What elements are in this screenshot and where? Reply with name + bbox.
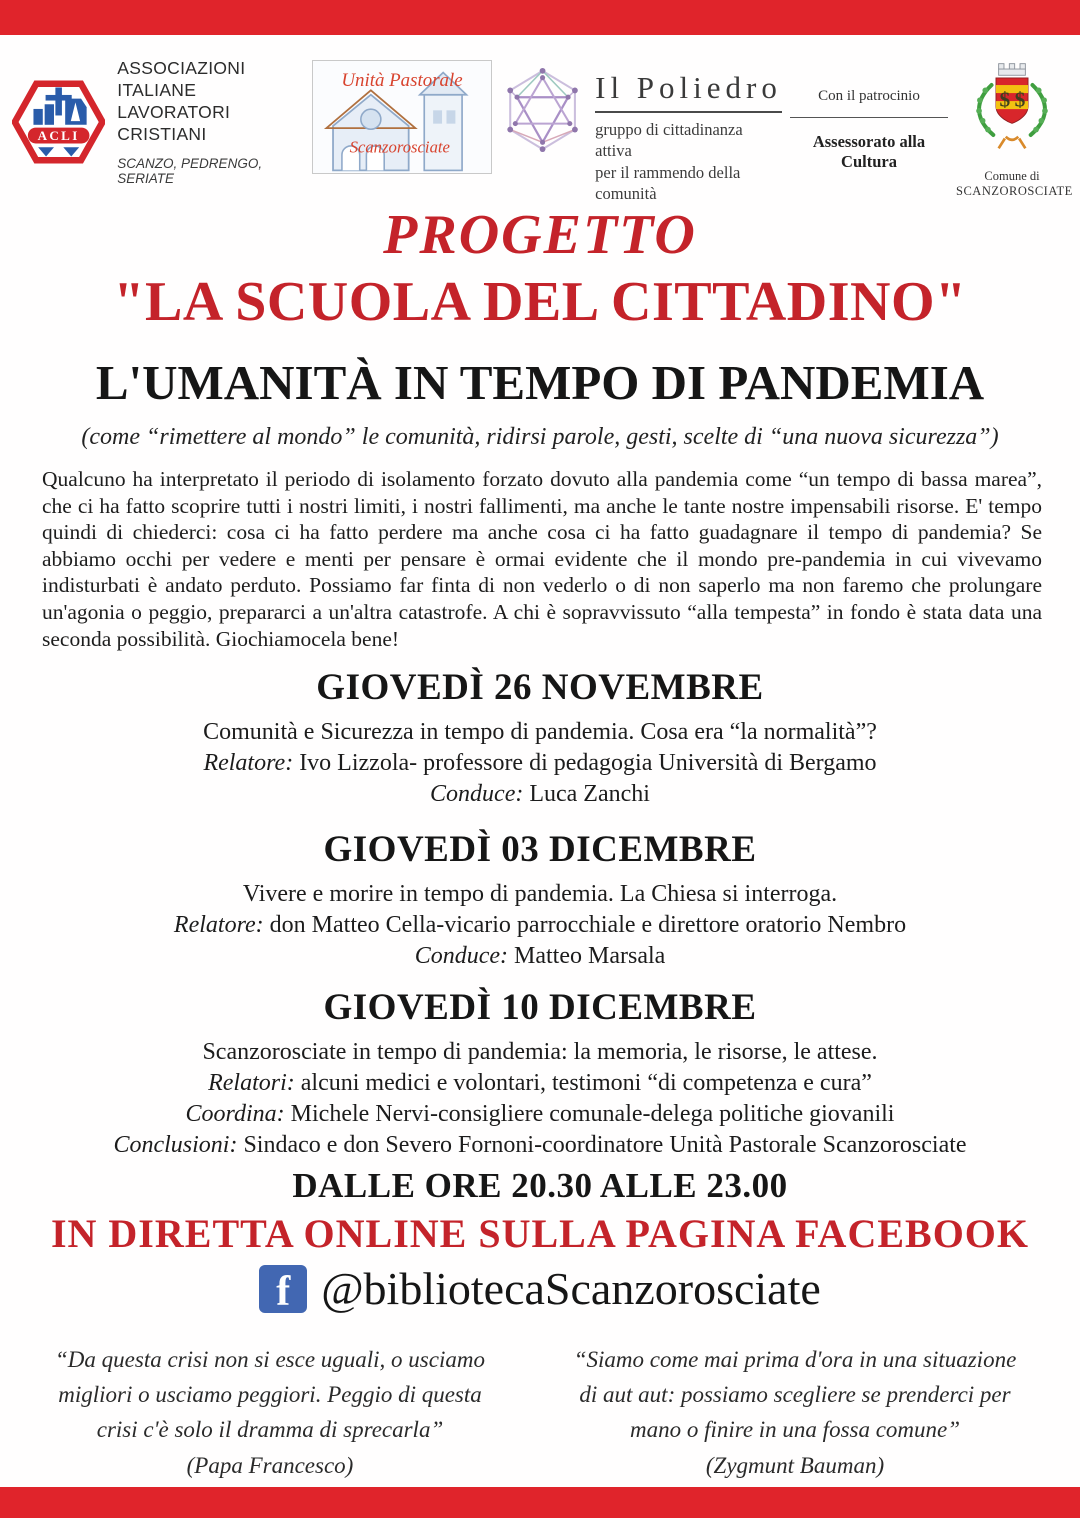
event-line: [0, 941, 1080, 972]
poliedro-logo-block: [500, 62, 782, 205]
event-line-text: Ivo Lizzola- professore di pedagogia Università di Bergamo: [293, 750, 877, 776]
event-line: [0, 910, 1080, 941]
event-line-label: Conclusioni:: [113, 1132, 238, 1158]
quote-zygmunt-bauman: [565, 1342, 1025, 1483]
page-subtitle: L'UMANITÀ IN TEMPO DI PANDEMIA: [95, 355, 985, 410]
event-03-dicembre: [0, 828, 1080, 972]
event-topic: Scanzorosciate in tempo di pandemia: la memoria, le risorse, le attese.: [202, 1039, 878, 1065]
quote-text: “Da questa crisi non si esce uguali, o usciamo migliori o usciamo peggiori. Peggio di questa crisi c'è solo il dramma di sprecarla”: [55, 1347, 485, 1442]
poliedro-title: Il Poliedro: [595, 70, 782, 113]
event-topic: Vivere e morire in tempo di pandemia. La Chiesa si interroga.: [242, 881, 838, 907]
acli-hexagon-logo-icon: [12, 69, 105, 175]
event-line: [0, 1099, 1080, 1130]
event-line-text: alcuni medici e volontari, testimoni “di competenza e cura”: [294, 1070, 872, 1096]
event-line-label: Relatore:: [173, 912, 264, 938]
event-line: [0, 1068, 1080, 1099]
comune-crest-icon: [963, 58, 1061, 162]
event-line-text: Sindaco e don Severo Fornoni-coordinatore Unità Pastorale Scanzorosciate: [237, 1132, 967, 1158]
event-line-text: don Matteo Cella-vicario parrocchiale e direttore oratorio Nembro: [263, 912, 907, 938]
project-kicker: PROGETTO: [383, 204, 697, 266]
event-10-dicembre: [0, 986, 1080, 1161]
event-line-text: Matteo Marsala: [508, 943, 666, 969]
poliedro-subtitle-line1: gruppo di cittadinanza attiva: [595, 120, 743, 161]
event-line-text: Michele Nervi-consigliere comunale-delega politiche giovanili: [284, 1101, 895, 1127]
event-26-novembre: [0, 666, 1080, 810]
comune-line1: Comune di: [984, 169, 1040, 183]
event-line: [0, 1130, 1080, 1161]
acli-text-block: [117, 58, 304, 186]
unita-pastorale-line2: Scanzorosciate: [349, 137, 450, 157]
comune-logo-block: [956, 58, 1073, 199]
top-red-band: [0, 0, 1080, 35]
acli-name-line1: ASSOCIAZIONI ITALIANE: [117, 58, 246, 100]
poliedro-subtitle-line2: per il rammendo della comunità: [595, 162, 741, 204]
bottom-red-band: [0, 1487, 1080, 1518]
acli-logo-block: [12, 58, 304, 186]
event-line-label: Relatore:: [203, 750, 294, 776]
facebook-row: [0, 1262, 1080, 1315]
event-line-label: Conduce:: [414, 943, 509, 969]
page-tagline: (come “rimettere al mondo” le comunità, ridirsi parole, gesti, scelte di “una nuova sicurezza”): [81, 424, 999, 450]
event-line: [0, 748, 1080, 779]
intro-paragraph: Qualcuno ha interpretato il periodo di isolamento forzato dovuto alla pandemia come “un tempo di bassa marea”, che ci ha fatto scoprire tutti i nostri limiti, i nostri fallimenti, ma anche le tante nostre impensabili risorse. E' tempo quindi di chiederci: cosa ci ha fatto perdere ma anche cosa ci ha fatto guadagnare il tempo di pandemia? Se abbiamo occhi per vedere e menti per pensare è ormai evidente che il mondo pre-pandemia in cui vivevamo indisturbati è andato perduto. Possiamo far finta di non vederlo o di non saperlo ma non faremo che prolungare un'agonia o peggio, prepararci a un'altra catastrofe. A chi è sopravvissuto “alla tempesta” in fondo è stata data una seconda possibilità. Giochiamocela bene!: [42, 467, 1042, 651]
quote-papa-francesco: [55, 1342, 485, 1483]
facebook-icon: f: [259, 1265, 307, 1313]
unita-pastorale-line1: Unità Pastorale: [341, 69, 463, 91]
quote-author: (Papa Francesco): [186, 1453, 354, 1478]
event-title: GIOVEDÌ 26 NOVEMBRE: [316, 667, 764, 708]
page-title: "LA SCUOLA DEL CITTADINO": [113, 271, 967, 333]
church-sketch-icon: [313, 61, 491, 173]
comune-shield-glyph: $: [999, 87, 1011, 112]
event-line-label: Coordina:: [185, 1101, 285, 1127]
event-line-label: Relatori:: [208, 1070, 295, 1096]
event-line-text: Luca Zanchi: [523, 781, 650, 807]
comune-shield-glyph: $: [1014, 87, 1026, 112]
event-time: DALLE ORE 20.30 ALLE 23.00: [292, 1166, 788, 1205]
patrocinio-block: [790, 88, 948, 172]
polyhedron-icon: [500, 62, 585, 158]
quote-text: “Siamo come mai prima d'ora in una situazione di aut aut: possiamo scegliere se prenderci per mano o finire in una fossa comune”: [573, 1347, 1017, 1442]
live-streaming-notice: IN DIRETTA ONLINE SULLA PAGINA FACEBOOK: [50, 1211, 1030, 1256]
event-line-label: Conduce:: [430, 781, 524, 807]
quote-author: (Zygmunt Bauman): [705, 1453, 885, 1478]
event-line: [0, 779, 1080, 810]
patrocinio-line2: Assessorato alla Cultura: [812, 132, 926, 171]
acli-logo-label: ACLI: [37, 127, 80, 143]
comune-line2: SCANZOROSCIATE: [956, 184, 1073, 198]
acli-name-line2: LAVORATORI CRISTIANI: [117, 101, 231, 144]
logo-strip: [12, 58, 1073, 205]
poliedro-text-block: [595, 62, 782, 205]
event-title: GIOVEDÌ 10 DICEMBRE: [323, 987, 757, 1028]
patrocinio-line1: Con il patrocinio: [790, 88, 948, 118]
event-title: GIOVEDÌ 03 DICEMBRE: [323, 829, 757, 870]
quotes-section: [55, 1342, 1025, 1483]
unita-pastorale-logo-block: [312, 60, 492, 174]
event-topic: Comunità e Sicurezza in tempo di pandemia. Cosa era “la normalità”?: [203, 719, 877, 745]
facebook-handle: @bibliotecaScanzorosciate: [321, 1263, 821, 1314]
acli-subtitle: SCANZO, PEDRENGO, SERIATE: [117, 155, 263, 186]
